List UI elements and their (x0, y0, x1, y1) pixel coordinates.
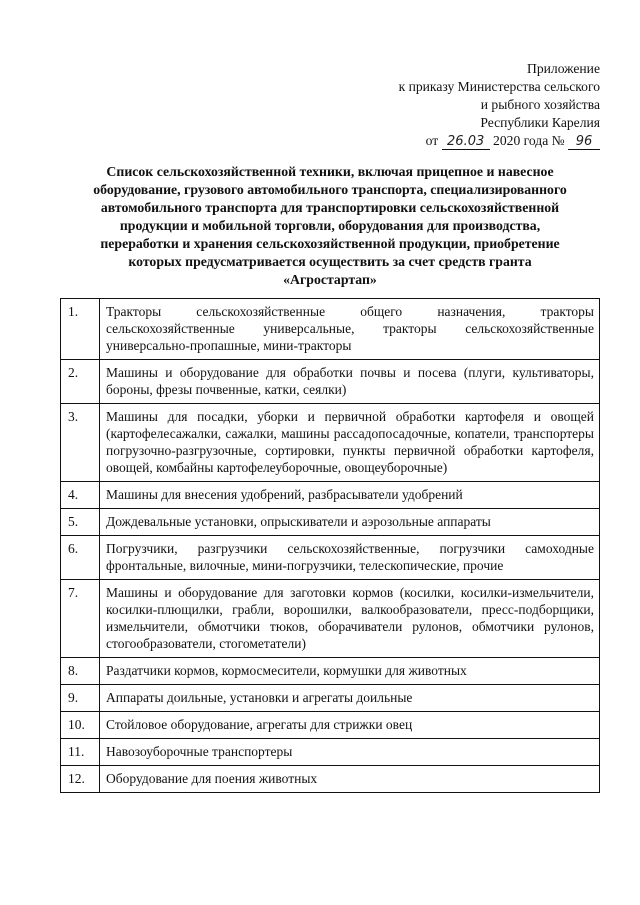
item-number: 4. (61, 482, 100, 509)
table-row (61, 536, 600, 580)
item-number: 5. (61, 509, 100, 536)
item-description: Машины для посадки, уборки и первичной обработки картофеля и овощей (картофелесажалки, сажалки, машины рассадопосадочные, копатели, транспортеры погрузочно-разгрузочные, сортировки, пункты первичной обработки картофеля, овощей, комбайны картофелеуборочные, овощеуборочные) (100, 404, 600, 482)
table-row (61, 404, 600, 482)
title-line: которых предусматривается осуществить за счет средств гранта (128, 254, 532, 269)
item-description: Машины и оборудование для заготовки кормов (косилки, косилки-измельчители, косилки-плющилки, грабли, ворошилки, валкообразователи, пресс-подборщики, измельчители, обмотчики тюков, оборачиватели рулонов, обмотчики рулонов, стогообразователи, стогометатели) (100, 580, 600, 658)
order-date-line (340, 132, 600, 150)
item-description: Навозоуборочные транспортеры (100, 739, 600, 766)
item-description: Стойловое оборудование, агрегаты для стрижки овец (100, 712, 600, 739)
handwritten-date: 26.03 (442, 134, 490, 150)
item-number: 3. (61, 404, 100, 482)
item-description: Машины и оборудование для обработки почвы и посева (плуги, культиваторы, бороны, фрезы почвенные, катки, сеялки) (100, 360, 600, 404)
header-line-appendix: Приложение (527, 61, 600, 76)
item-description: Аппараты доильные, установки и агрегаты доильные (100, 685, 600, 712)
equipment-table (60, 298, 600, 793)
date-prefix: от (425, 133, 439, 148)
table-row (61, 685, 600, 712)
item-description: Раздатчики кормов, кормосмесители, кормушки для животных (100, 658, 600, 685)
table-row (61, 299, 600, 360)
appendix-header (340, 60, 600, 150)
item-number: 1. (61, 299, 100, 360)
item-number: 2. (61, 360, 100, 404)
item-description: Тракторы сельскохозяйственные общего назначения, тракторы сельскохозяйственные универсальные, тракторы сельскохозяйственные универсально-пропашные, мини-тракторы (100, 299, 600, 360)
table-row (61, 739, 600, 766)
item-description: Дождевальные установки, опрыскиватели и аэрозольные аппараты (100, 509, 600, 536)
table-row (61, 766, 600, 793)
document-title (60, 163, 600, 289)
table-row (61, 482, 600, 509)
item-number: 10. (61, 712, 100, 739)
table-row (61, 509, 600, 536)
title-line: «Агростартап» (283, 272, 377, 287)
title-line: Список сельскохозяйственной техники, включая прицепное и навесное (106, 164, 554, 179)
handwritten-order-number: 96 (568, 134, 600, 150)
item-description: Оборудование для поения животных (100, 766, 600, 793)
item-number: 11. (61, 739, 100, 766)
item-number: 12. (61, 766, 100, 793)
title-line: переработки и хранения сельскохозяйственной продукции, приобретение (100, 236, 560, 251)
item-number: 8. (61, 658, 100, 685)
item-number: 7. (61, 580, 100, 658)
title-line: оборудование, грузового автомобильного транспорта, специализированного (93, 182, 567, 197)
year-text: 2020 года № (493, 133, 565, 148)
table-row (61, 658, 600, 685)
header-line-ministry: и рыбного хозяйства (480, 97, 600, 112)
item-number: 6. (61, 536, 100, 580)
header-line-republic: Республики Карелия (480, 115, 600, 130)
item-description: Машины для внесения удобрений, разбрасыватели удобрений (100, 482, 600, 509)
table-row (61, 580, 600, 658)
title-line: продукции и мобильной торговли, оборудования для производства, (119, 218, 541, 233)
title-line: автомобильного транспорта для транспортировки сельскохозяйственной (100, 200, 560, 215)
table-row (61, 712, 600, 739)
item-number: 9. (61, 685, 100, 712)
table-row (61, 360, 600, 404)
header-line-order: к приказу Министерства сельского (398, 79, 600, 94)
item-description: Погрузчики, разгрузчики сельскохозяйственные, погрузчики самоходные фронтальные, вилочные, мини-погрузчики, телескопические, прочие (100, 536, 600, 580)
